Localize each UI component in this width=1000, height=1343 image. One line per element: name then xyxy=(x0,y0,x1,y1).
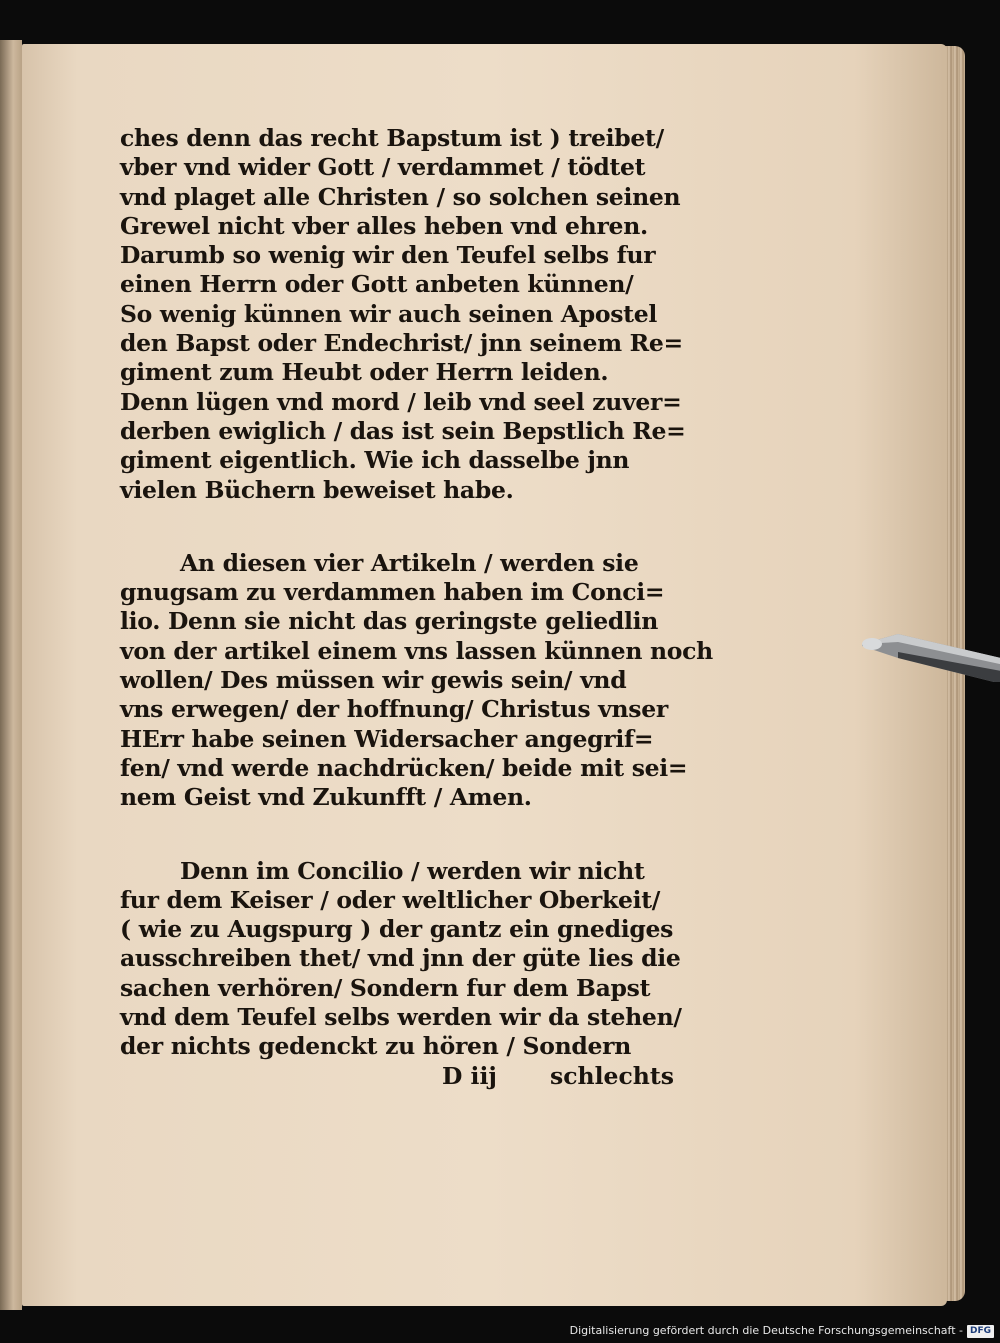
text-line: vnd dem Teufel selbs werden wir da stehen/ xyxy=(120,1003,682,1032)
text-line: von der artikel einem vns lassen künnen noch xyxy=(120,636,713,665)
text-line: sachen verhören/ Sondern fur dem Bapst xyxy=(120,973,651,1002)
text-line: gnugsam zu verdammen haben im Conci= xyxy=(120,578,665,607)
credit-text: Digitalisierung gefördert durch die Deutsche Forschungsgemeinschaft - xyxy=(569,1324,963,1337)
pointer-pen-icon xyxy=(858,622,1000,682)
text-line: Grewel nicht vber alles heben vnd ehren. xyxy=(120,211,648,240)
text-line: vielen Büchern beweiset habe. xyxy=(120,475,514,504)
text-line: derben ewiglich / das ist sein Bepstlich Re= xyxy=(120,416,686,445)
text-line: ( wie zu Augspurg ) der gantz ein gnediges xyxy=(120,915,674,944)
text-line: vber vnd wider Gott / verdammet / tödtet xyxy=(120,153,646,182)
digitization-credit xyxy=(570,1323,994,1339)
text-line: ches denn das recht Bapstum ist ) treibet/ xyxy=(120,124,664,152)
text-line: fen/ vnd werde nachdrücken/ beide mit sei= xyxy=(120,753,688,782)
text-line: nem Geist vnd Zukunfft / Amen. xyxy=(120,783,532,812)
text-line: einen Herrn oder Gott anbeten künnen/ xyxy=(120,270,634,299)
text-line: Denn im Concilio / werden wir nicht xyxy=(180,856,645,885)
signature-line xyxy=(120,1062,680,1091)
text-line: den Bapst oder Endechrist/ jnn seinem Re= xyxy=(120,329,683,358)
previous-page-edge xyxy=(0,40,22,1310)
catchword: schlechts xyxy=(550,1061,674,1090)
page-text-block xyxy=(120,124,713,1091)
text-line: wollen/ Des müssen wir gewis sein/ vnd xyxy=(120,666,627,695)
text-line: An diesen vier Artikeln / werden sie xyxy=(180,548,639,577)
text-line: ausschreiben thet/ vnd jnn der güte lies die xyxy=(120,944,681,973)
text-line: giment zum Heubt oder Herrn leiden. xyxy=(120,358,609,387)
dfg-logo: DFG xyxy=(967,1325,994,1338)
text-line: So wenig künnen wir auch seinen Apostel xyxy=(120,299,658,328)
text-line: vnd plaget alle Christen / so solchen seinen xyxy=(120,182,681,211)
signature-mark: D iij xyxy=(442,1061,497,1090)
text-line: fur dem Keiser / oder weltlicher Oberkeit/ xyxy=(120,885,661,914)
text-line: giment eigentlich. Wie ich dasselbe jnn xyxy=(120,446,630,475)
text-line: Darumb so wenig wir den Teufel selbs fur xyxy=(120,241,656,270)
text-line: Denn lügen vnd mord / leib vnd seel zuver= xyxy=(120,387,682,416)
text-line: HErr habe seinen Widersacher angegrif= xyxy=(120,724,654,753)
text-line: der nichts gedenckt zu hören / Sondern xyxy=(120,1032,632,1061)
paragraph-gap xyxy=(120,505,680,549)
text-line: lio. Denn sie nicht das geringste geliedlin xyxy=(120,607,659,636)
paragraph-gap xyxy=(120,813,680,857)
text-line: vns erwegen/ der hoffnung/ Christus vnser xyxy=(120,695,668,724)
